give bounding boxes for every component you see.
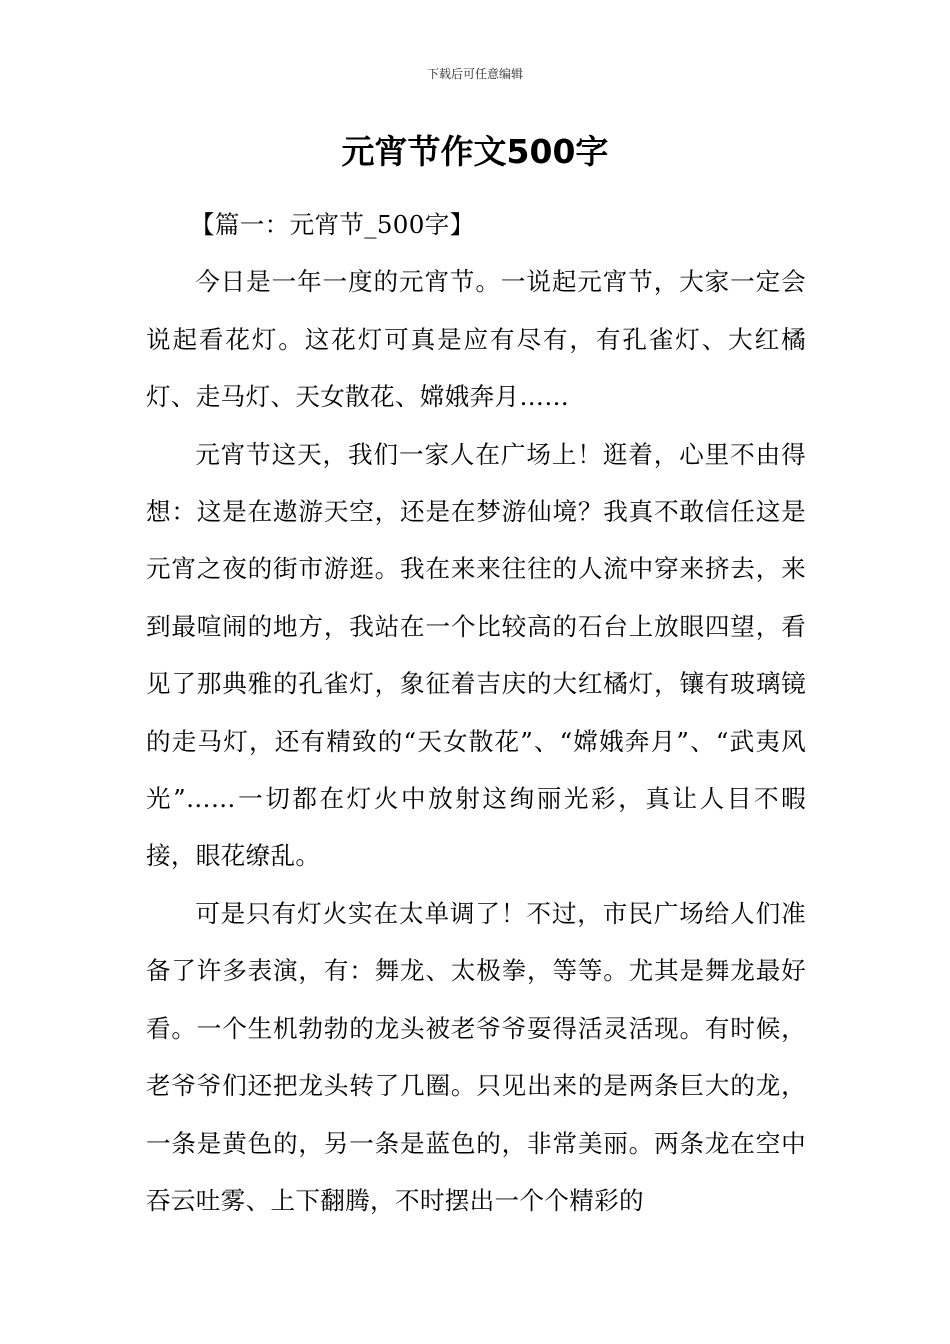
section-heading — [146, 196, 806, 253]
paragraph-2: 元宵节这天，我们一家人在广场上！逛着，心里不由得想：这是在遨游天空，还是在梦游仙境？我真不敢信任这是元宵之夜的街市游逛。我在来来往往的人流中穿来挤去，来到最喧闹的地方，我站在一个比较高的石台上放眼四望，看见了那典雅的孔雀灯，象征着吉庆的大红橘灯，镶有玻璃镜的走马灯，还有精致的“天女散花”、“嫦娥奔月”、“武夷风光”……一切都在灯火中放射这绚丽光彩，真让人目不暇接，眼花缭乱。 — [146, 439, 806, 871]
document-title: 元宵节作文500字 — [341, 132, 609, 171]
section-heading-text: 【篇一：元宵节_500字】 — [190, 210, 475, 239]
document-body — [146, 196, 806, 1229]
header-note: 下载后可任意编辑 — [426, 67, 523, 81]
paragraph-3: 可是只有灯火实在太单调了！不过，市民广场给人们准备了许多表演，有：舞龙、太极拳，等等。尤其是舞龙最好看。一个生机勃勃的龙头被老爷爷耍得活灵活现。有时候，老爷爷们还把龙头转了几圈。只见出来的是两条巨大的龙，一条是黄色的，另一条是蓝色的，非常美丽。两条龙在空中吞云吐雾、上下翻腾，不时摆出一个个精彩的 — [146, 898, 806, 1215]
paragraph-1: 今日是一年一度的元宵节。一说起元宵节，大家一定会说起看花灯。这花灯可真是应有尽有，有孔雀灯、大红橘灯、走马灯、天女散花、嫦娥奔月…… — [146, 267, 806, 412]
